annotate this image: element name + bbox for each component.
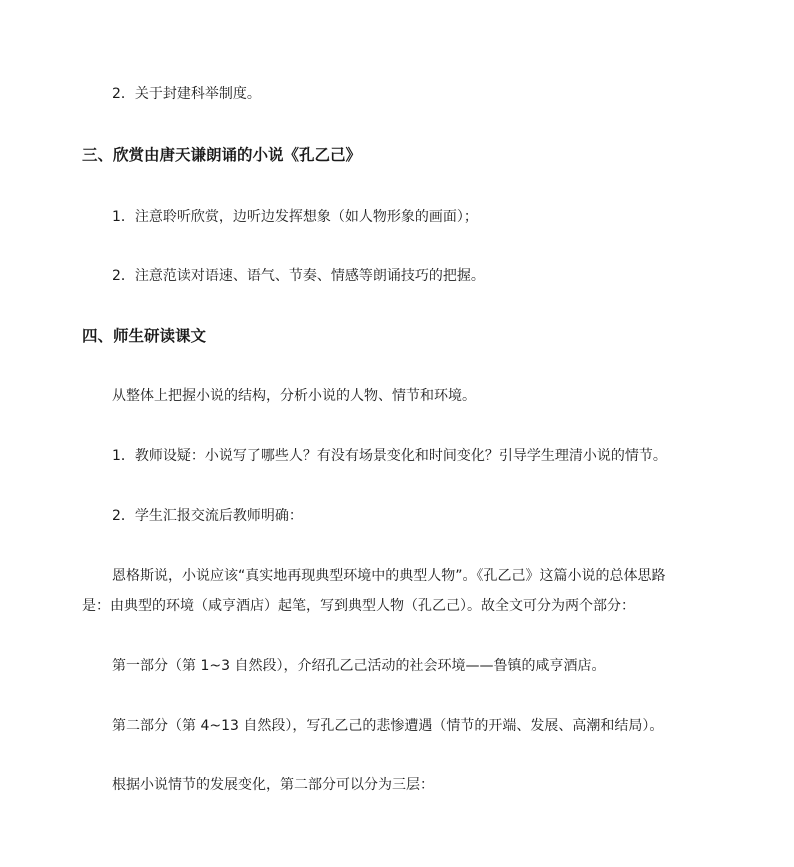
engels-paragraph-line2: 是：由典型的环境（咸亨酒店）起笔，写到典型人物（孔乙己）。故全文可分为两个部分： <box>82 598 635 614</box>
part-two-paragraph: 第二部分（第 4~13 自然段），写孔乙己的悲惨遭遇（情节的开端、发展、高潮和结局）。 <box>112 718 664 734</box>
section-3-heading: 三、欣赏由唐天谦朗诵的小说《孔乙己》 <box>82 146 362 164</box>
feudal-exam-item: 2．关于封建科举制度。 <box>112 86 261 102</box>
section-4-intro: 从整体上把握小说的结构，分析小说的人物、情节和环境。 <box>112 388 476 404</box>
teacher-question-item: 1．教师设疑：小说写了哪些人？有没有场景变化和时间变化？引导学生理清小说的情节。 <box>112 448 667 464</box>
listen-item: 1．注意聆听欣赏，边听边发挥想象（如人物形象的画面）； <box>112 209 478 225</box>
layers-paragraph: 根据小说情节的发展变化，第二部分可以分为三层： <box>112 777 434 793</box>
engels-paragraph-line1: 恩格斯说，小说应该“真实地再现典型环境中的典型人物”。《孔乙己》这篇小说的总体思路 <box>112 568 666 584</box>
part-one-paragraph: 第一部分（第 1~3 自然段），介绍孔乙己活动的社会环境——鲁镇的咸亨酒店。 <box>112 658 606 674</box>
recitation-item: 2．注意范读对语速、语气、节奏、情感等朗诵技巧的把握。 <box>112 268 485 284</box>
section-4-heading: 四、师生研读课文 <box>82 327 207 345</box>
student-report-item: 2．学生汇报交流后教师明确： <box>112 508 303 524</box>
